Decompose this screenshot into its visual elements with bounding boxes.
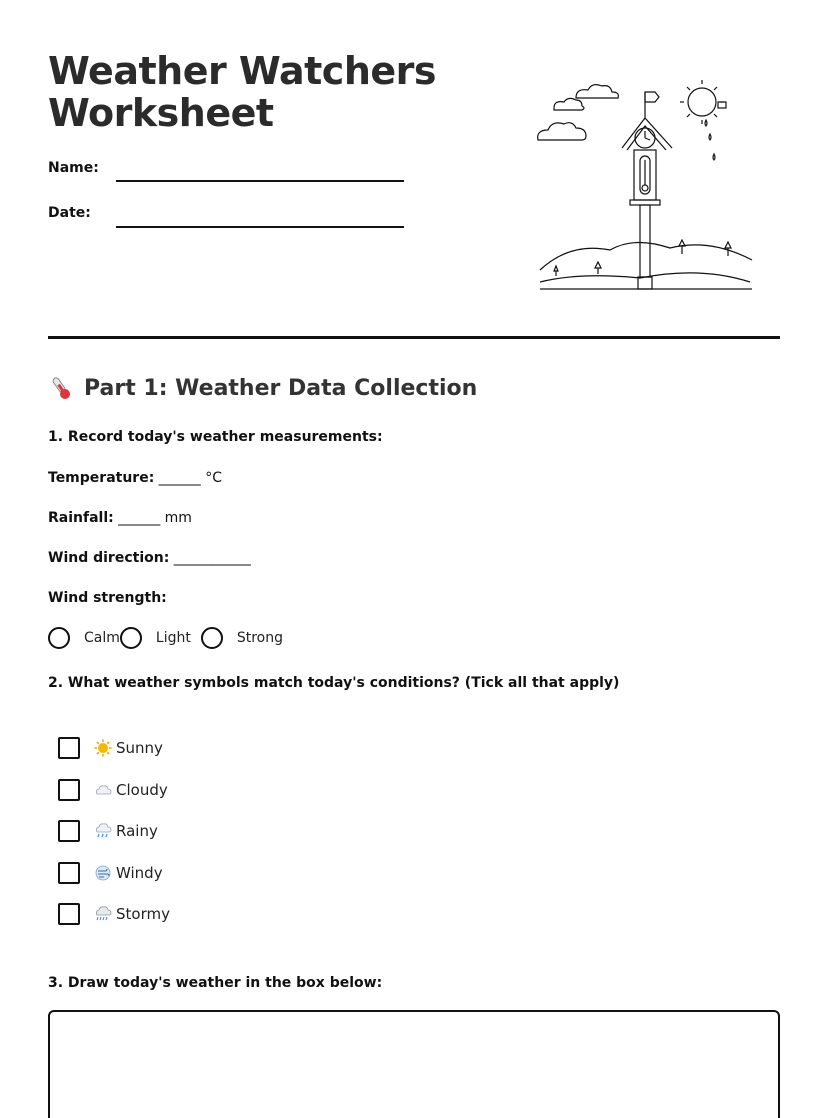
temperature-label: Temperature: [48,470,155,486]
wind-strength-label: Wind strength: [48,590,167,606]
rainfall-unit: mm [164,510,192,526]
cloud-icon [94,781,112,799]
radio-light[interactable] [120,627,142,649]
symbol-sunny-label: Sunny [116,739,163,757]
date-field[interactable] [116,226,404,228]
rain-drops [705,120,715,160]
sun-icon [680,80,726,124]
symbol-option-stormy[interactable] [58,903,170,925]
part1-heading-text: Part 1: Weather Data Collection [84,375,478,401]
rainfall-row [48,510,192,526]
wind-strength-row [48,590,167,606]
part1-heading [48,374,477,402]
question-2: 2. What weather symbols match today's conditions? (Tick all that apply) [48,675,620,691]
radio-strong-label: Strong [236,630,283,646]
storm-cloud-icon [94,905,112,923]
symbol-windy-label: Windy [116,864,163,882]
wind-direction-blank[interactable]: ___________ [173,550,251,566]
wind-direction-label: Wind direction: [48,550,170,566]
rain-cloud-icon [94,822,112,840]
checkbox-sunny[interactable] [58,737,80,759]
drawing-box[interactable] [48,1010,780,1118]
rainfall-label: Rainfall: [48,510,114,526]
sun-icon [94,739,112,757]
wind-icon [94,864,112,882]
radio-calm-label: Calm [84,630,120,646]
checkbox-rainy[interactable] [58,820,80,842]
thermometer-icon [48,374,76,402]
cloud-icon [554,98,584,110]
cloud-icon [576,85,618,98]
worksheet-title [48,50,468,134]
name-label: Name: [48,160,99,176]
radio-strong[interactable] [201,627,223,649]
date-label: Date: [48,205,91,221]
symbol-cloudy-label: Cloudy [116,781,168,799]
cloud-icon [538,123,586,140]
symbol-option-rainy[interactable] [58,820,158,842]
checkbox-cloudy[interactable] [58,779,80,801]
temperature-row [48,470,222,486]
checkbox-stormy[interactable] [58,903,80,925]
section-divider [48,336,780,339]
wind-direction-row [48,550,251,566]
symbol-option-cloudy[interactable] [58,779,168,801]
title-line-2: Worksheet [48,91,274,135]
symbol-option-windy[interactable] [58,862,163,884]
radio-calm[interactable] [48,627,70,649]
symbol-stormy-label: Stormy [116,905,170,923]
symbol-option-sunny[interactable] [58,737,163,759]
name-field[interactable] [116,180,404,182]
question-1: 1. Record today's weather measurements: [48,429,383,445]
question-3: 3. Draw today's weather in the box below: [48,975,383,991]
temperature-blank[interactable]: ______ [158,470,201,486]
symbol-rainy-label: Rainy [116,822,158,840]
rainfall-blank[interactable]: ______ [118,510,161,526]
title-line-1: Weather Watchers [48,49,437,93]
weather-station-illustration [532,70,758,294]
wind-strength-options [48,627,283,649]
radio-light-label: Light [155,630,191,646]
temperature-unit: °C [205,470,222,486]
checkbox-windy[interactable] [58,862,80,884]
